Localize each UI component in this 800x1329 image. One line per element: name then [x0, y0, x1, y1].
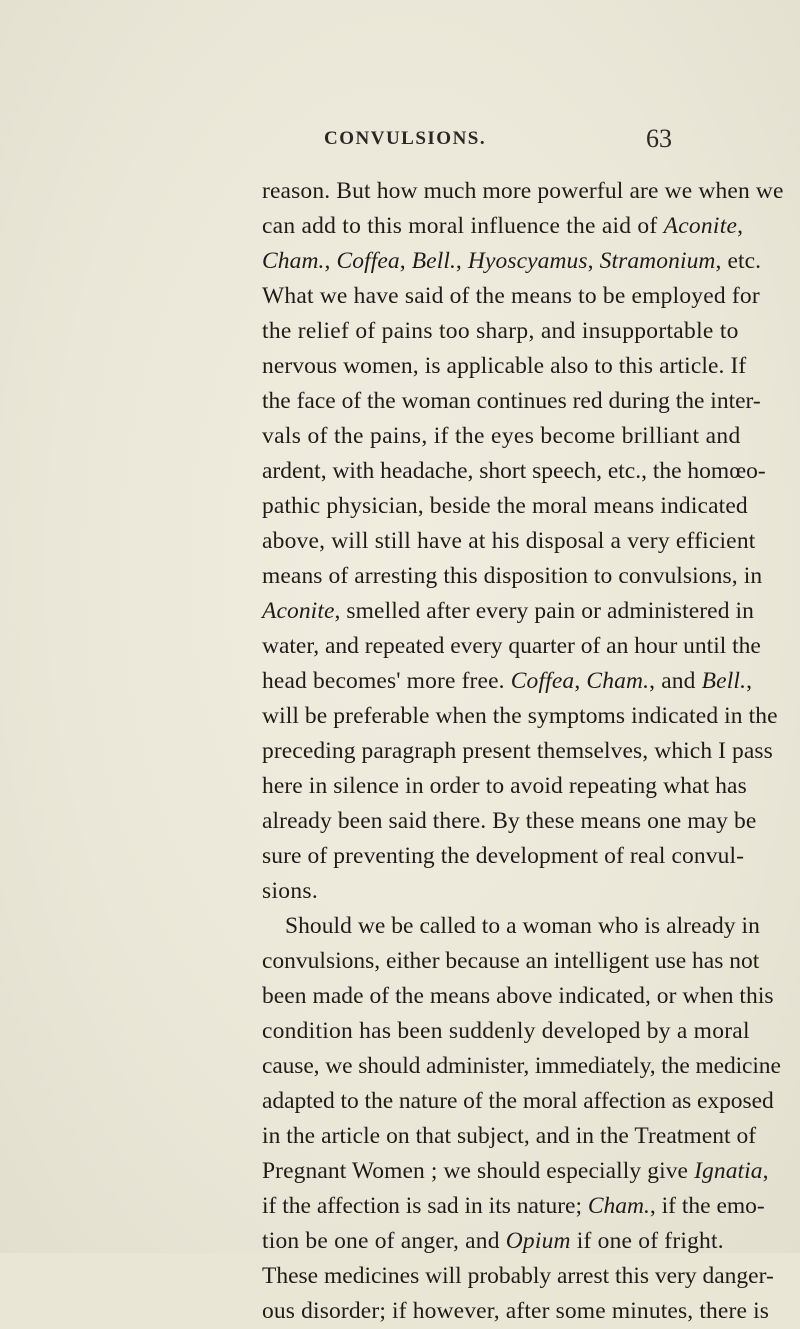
text-line: These medicines will probably arrest this very danger-	[262, 1263, 774, 1289]
text-line: What we have said of the means to be employed for	[262, 283, 760, 309]
text-line: vals of the pains, if the eyes become brilliant and	[262, 423, 741, 449]
text-line: nervous women, is applicable also to this article. If	[262, 353, 747, 379]
text-line: ardent, with headache, short speech, etc., the homœo-	[262, 458, 766, 484]
text-line: pathic physician, beside the moral means indicated	[262, 493, 748, 519]
page-number: 63	[646, 124, 672, 153]
text-line: the relief of pains too sharp, and insupportable to	[262, 318, 739, 344]
text-line: head becomes' more free. Coffea, Cham., and Bell.,	[262, 668, 753, 694]
text-line: ous disorder; if however, after some minutes, there is	[262, 1298, 770, 1324]
running-title: CONVULSIONS.	[324, 128, 487, 149]
text-line: water, and repeated every quarter of an hour until the	[262, 633, 761, 659]
text-line: means of arresting this disposition to convulsions, in	[262, 563, 763, 589]
text-line: Should we be called to a woman who is already in	[285, 913, 760, 939]
text-line: adapted to the nature of the moral affection as exposed	[262, 1088, 774, 1114]
text-line: sure of preventing the development of real convul-	[262, 843, 745, 869]
text-line: if the affection is sad in its nature; Cham., if the emo-	[262, 1193, 765, 1219]
text-line: will be preferable when the symptoms indicated in the	[262, 703, 778, 729]
text-line: condition has been suddenly developed by a moral	[262, 1018, 750, 1044]
text-line: cause, we should administer, immediately, the medicine	[262, 1053, 781, 1079]
text-line: tion be one of anger, and Opium if one of fright.	[262, 1228, 724, 1254]
text-line: the face of the woman continues red during the inter-	[262, 388, 761, 414]
text-line: sions.	[262, 878, 318, 904]
running-head	[262, 124, 672, 154]
text-line: been made of the means above indicated, or when this	[262, 983, 774, 1009]
text-line: can add to this moral influence the aid of Aconite,	[262, 213, 744, 239]
text-line: in the article on that subject, and in the Treatment of	[262, 1123, 757, 1149]
text-line: preceding paragraph present themselves, which I pass	[262, 738, 773, 764]
text-line: above, will still have at his disposal a very efficient	[262, 528, 756, 554]
text-line: Cham., Coffea, Bell., Hyoscyamus, Stramonium, etc.	[262, 248, 762, 274]
text-line: here in silence in order to avoid repeating what has	[262, 773, 747, 799]
text-line: already been said there. By these means one may be	[262, 808, 757, 834]
text-line: Aconite, smelled after every pain or administered in	[262, 598, 754, 624]
text-line: reason. But how much more powerful are we when we	[262, 178, 784, 204]
text-line: Pregnant Women ; we should especially give Ignatia,	[262, 1158, 769, 1184]
text-line: convulsions, either because an intelligent use has not	[262, 948, 760, 974]
